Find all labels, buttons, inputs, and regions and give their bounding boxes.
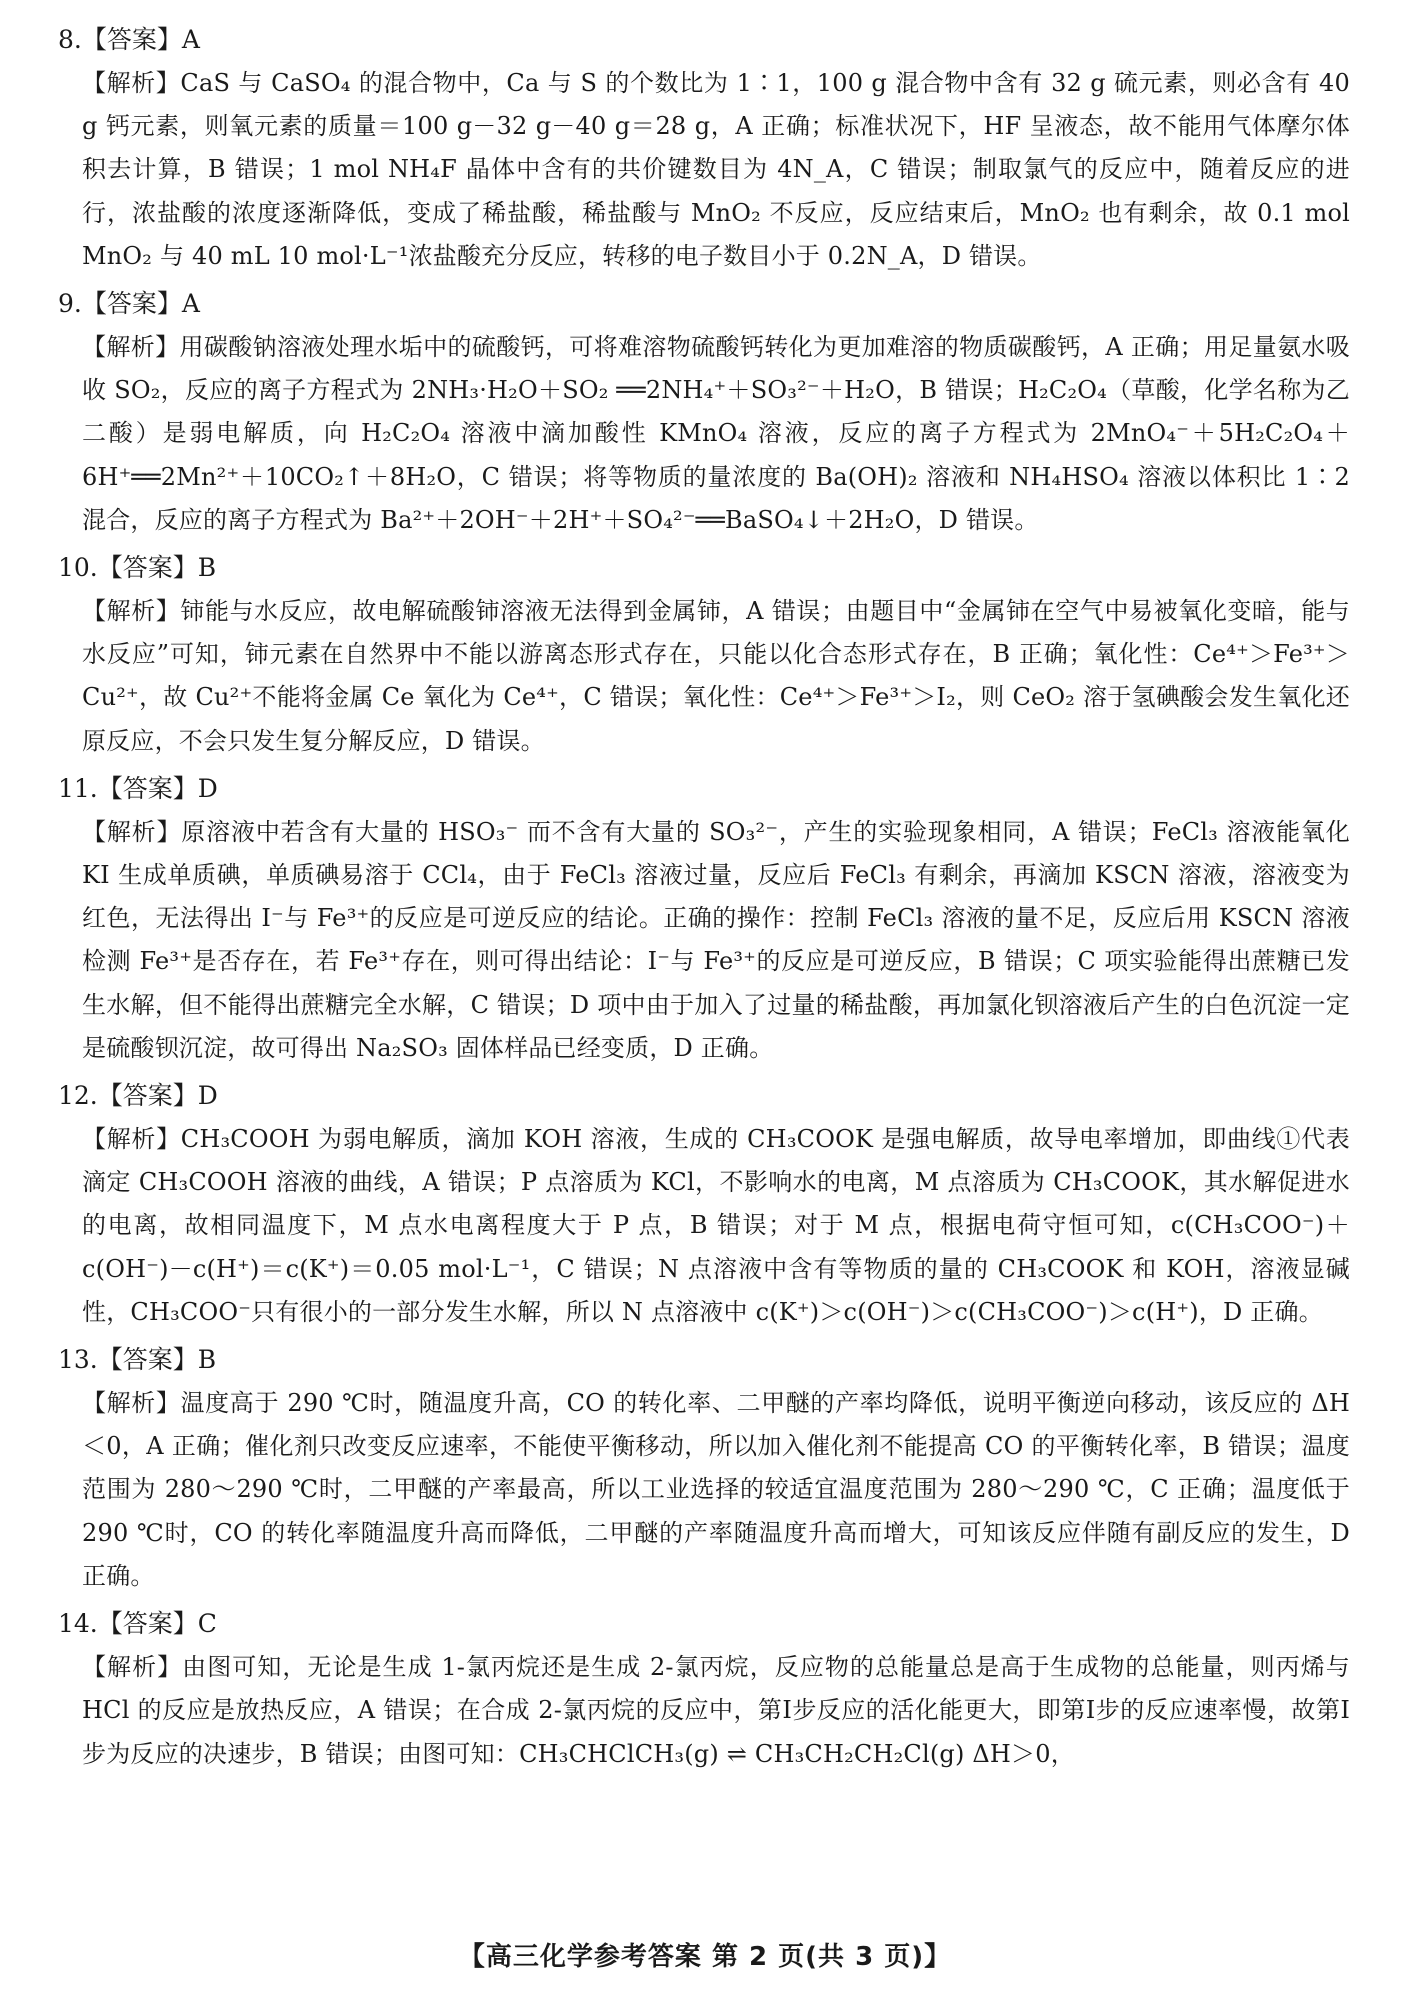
question-13-explanation: 【解析】温度高于 290 ℃时，随温度升高，CO 的转化率、二甲醚的产率均降低，说明平衡逆向移动，该反应的 ΔH＜0，A 正确；催化剂只改变反应速率，不能使平衡移动，所以加入催化剂不能提高 CO 的平衡转化率，B 错误；温度范围为 280～290 ℃时，二甲醚的产率最高，所以工业选择的较适宜温度范围为 280～290 ℃，C 正确；温度低于 290 ℃时，CO 的转化率随温度升高而降低，二甲醚的产率随温度升高而增大，可知该反应伴随有副反应的发生，D 正确。 <box>82 1389 1350 1590</box>
question-11-answer: 11.【答案】D <box>58 773 218 803</box>
answer-list <box>58 22 1350 1784</box>
question-8-answer: 8.【答案】A <box>58 25 200 54</box>
question-14-answer: 14.【答案】C <box>58 1609 217 1639</box>
question-9-explanation: 【解析】用碳酸钠溶液处理水垢中的硫酸钙，可将难溶物硫酸钙转化为更加难溶的物质碳酸钙，A 正确；用足量氨水吸收 SO₂，反应的离子方程式为 2NH₃·H₂O＋SO₂ ══2NH₄⁺＋SO₃²⁻＋H₂O，B 错误；H₂C₂O₄（草酸，化学名称为乙二酸）是弱电解质，向 H₂C₂O₄ 溶液中滴加酸性 KMnO₄ 溶液，反应的离子方程式为 2MnO₄⁻＋5H₂C₂O₄＋6H⁺══2Mn²⁺＋10CO₂↑＋8H₂O，C 错误；将等物质的量浓度的 Ba(OH)₂ 溶液和 NH₄HSO₄ 溶液以体积比 1∶2 混合，反应的离子方程式为 Ba²⁺＋2OH⁻＋2H⁺＋SO₄²⁻══BaSO₄↓＋2H₂O，D 错误。 <box>82 333 1350 534</box>
question-12-answer: 12.【答案】D <box>58 1081 218 1111</box>
question-14-explanation: 【解析】由图可知，无论是生成 1-氯丙烷还是生成 2-氯丙烷，反应物的总能量总是高于生成物的总能量，则丙烯与 HCl 的反应是放热反应，A 错误；在合成 2-氯丙烷的反应中，第Ⅰ步反应的活化能更大，即第Ⅰ步的反应速率慢，故第Ⅰ步为反应的决速步，B 错误；由图可知：CH₃CHClCH₃(g) ⇌ CH₃CH₂CH₂Cl(g) ΔH＞0， <box>82 1653 1350 1768</box>
question-10-explanation: 【解析】铈能与水反应，故电解硫酸铈溶液无法得到金属铈，A 错误；由题目中“金属铈在空气中易被氧化变暗，能与水反应”可知，铈元素在自然界中不能以游离态形式存在，只能以化合态形式存在，B 正确；氧化性：Ce⁴⁺＞Fe³⁺＞Cu²⁺，故 Cu²⁺不能将金属 Ce 氧化为 Ce⁴⁺，C 错误；氧化性：Ce⁴⁺＞Fe³⁺＞I₂，则 CeO₂ 溶于氢碘酸会发生氧化还原反应，不会只发生复分解反应，D 错误。 <box>82 597 1350 755</box>
page-footer: 【高三化学参考答案 第 2 页(共 3 页)】 <box>458 1942 952 1972</box>
question-11-explanation: 【解析】原溶液中若含有大量的 HSO₃⁻ 而不含有大量的 SO₃²⁻，产生的实验现象相同，A 错误；FeCl₃ 溶液能氧化 KI 生成单质碘，单质碘易溶于 CCl₄，由于 FeCl₃ 溶液过量，反应后 FeCl₃ 有剩余，再滴加 KSCN 溶液，溶液变为红色，无法得出 I⁻与 Fe³⁺的反应是可逆反应的结论。正确的操作：控制 FeCl₃ 溶液的量不足，反应后用 KSCN 溶液检测 Fe³⁺是否存在，若 Fe³⁺存在，则可得出结论：I⁻与 Fe³⁺的反应是可逆反应，B 错误；C 项实验能得出蔗糖已发生水解，但不能得出蔗糖完全水解，C 错误；D 项中由于加入了过量的稀盐酸，再加氯化钡溶液后产生的白色沉淀一定是硫酸钡沉淀，故可得出 Na₂SO₃ 固体样品已经变质，D 正确。 <box>82 817 1350 1062</box>
question-12-explanation: 【解析】CH₃COOH 为弱电解质，滴加 KOH 溶液，生成的 CH₃COOK 是强电解质，故导电率增加，即曲线①代表滴定 CH₃COOH 溶液的曲线，A 错误；P 点溶质为 KCl，不影响水的电离，M 点溶质为 CH₃COOK，其水解促进水的电离，故相同温度下，M 点水电离程度大于 P 点，B 错误；对于 M 点，根据电荷守恒可知，c(CH₃COO⁻)＋c(OH⁻)－c(H⁺)＝c(K⁺)＝0.05 mol·L⁻¹，C 错误；N 点溶液中含有等物质的量的 CH₃COOK 和 KOH，溶液显碱性，CH₃COO⁻只有很小的一部分发生水解，所以 N 点溶液中 c(K⁺)＞c(OH⁻)＞c(CH₃COO⁻)＞c(H⁺)，D 正确。 <box>82 1125 1350 1326</box>
question-9-answer: 9.【答案】A <box>58 289 200 319</box>
question-13-answer: 13.【答案】B <box>58 1345 217 1375</box>
question-10-answer: 10.【答案】B <box>58 553 217 583</box>
question-8-explanation: 【解析】CaS 与 CaSO₄ 的混合物中，Ca 与 S 的个数比为 1∶1，100 g 混合物中含有 32 g 硫元素，则必含有 40 g 钙元素，则氧元素的质量＝100 g－32 g－40 g＝28 g，A 正确；标准状况下，HF 呈液态，故不能用气体摩尔体积去计算，B 错误；1 mol NH₄F 晶体中含有的共价键数目为 4N_A，C 错误；制取氯气的反应中，随着反应的进行，浓盐酸的浓度逐渐降低，变成了稀盐酸，稀盐酸与 MnO₂ 不反应，反应结束后，MnO₂ 也有剩余，故 0.1 mol MnO₂ 与 40 mL 10 mol·L⁻¹浓盐酸充分反应，转移的电子数目小于 0.2N_A，D 错误。 <box>82 69 1350 270</box>
